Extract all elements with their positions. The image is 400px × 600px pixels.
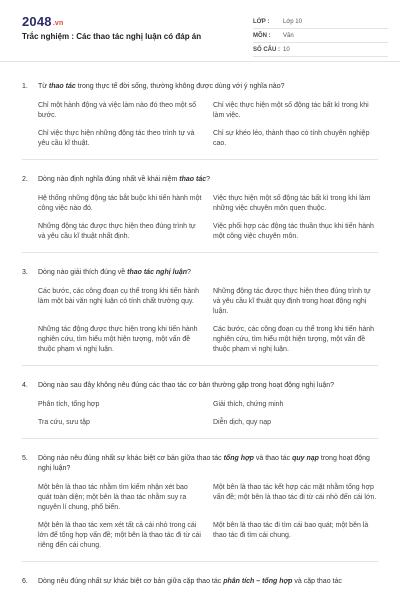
answer-option[interactable]: Các bước, các công đoạn cụ thể trong khi tiến hành nghiên cứu, tìm hiểu một hiện tượng, một vấn đề thuộc phạm vi nghị luận. [213,326,375,353]
answer-option[interactable]: Một bên là thao tác đi tìm cái bao quát; một bên là thao tác đi tìm cái chung. [213,522,369,539]
question-4: 4. Dòng nào sau đây không nêu đúng các thao tác cơ bản thường gặp trong hoạt động nghị luận? Phân tích, tổng hợp Giải thích, chứng minh Tra cứu, sưu tập Diễn dịch, quy nạp [22,376,378,439]
question-5: 5. Dòng nào nêu đúng nhất sự khác biệt cơ bản giữa thao tác tổng hợp và thao tác quy nạp trong hoạt động nghị luận? Một bên là thao tác nhằm tìm kiếm nhận xét bao quát toàn diện; một bên là thao tác nhằm suy ra nguyên lí chung, phổ biến. Một bên là thao tác kết hợp các mặt nhằm tổng hợp vấn đề; một bên là thao tác đi từ cái nhỏ đến cái lớn. Một bên là thao tác xem xét tất cả cái nhỏ trong cái lớn để tổng hợp vấn đề; một bên là thao tác đi từ cái riêng đến cái chung. Một bên là thao tác đi tìm cái bao quát; một bên là thao tác đi tìm cái chung. [22,449,378,562]
answer-option[interactable]: Tra cứu, sưu tập [38,419,90,426]
question-3: 3. Dòng nào giải thích đúng về thao tác nghị luận? Các bước, các công đoạn cụ thể trong khi tiến hành làm một bài văn nghị luận có tính chất trường quy. Những động tác được thực hiện theo đúng trình tự và yêu cầu kĩ thuật quy định trong hoạt động nghị luận. Những tác động được thực hiện trong khi tiến hành nghiên cứu, tìm hiểu một hiện tượng, một vấn đề thuộc phạm vi nghị luận. Các bước, các công đoạn cụ thể trong khi tiến hành nghiên cứu, tìm hiểu một hiện tượng, một vấn đề thuộc phạm vi nghị luận. [22,263,378,366]
question-text: Dòng nào nêu đúng nhất sự khác biệt cơ bản giữa thao tác tổng hợp và thao tác quy nạp trong hoạt động nghị luận? [38,455,370,472]
answer-option[interactable]: Các bước, các công đoạn cụ thể trong khi tiến hành làm một bài văn nghị luận có tính chất trường quy. [38,288,200,305]
answer-option[interactable]: Việc thực hiện một số động tác bất kì trong khi làm những việc chuyên môn quen thuộc. [213,195,371,212]
page-header [0,0,400,62]
site-logo[interactable]: 2048.vn [22,14,64,29]
answer-option[interactable]: Những động tác được thực hiện theo đúng trình tự và yêu cầu kĩ thuật nhất định. [38,223,196,240]
question-text: Từ thao tác trong thực tế đời sống, thường không được dùng với ý nghĩa nào? [38,83,285,90]
answer-option[interactable]: Chỉ một hành động và việc làm nào đó theo một số bước. [38,102,196,119]
answer-option[interactable]: Diễn dịch, quy nạp [213,419,271,426]
answer-option[interactable]: Giải thích, chứng minh [213,401,284,408]
answer-option[interactable]: Một bên là thao tác nhằm tìm kiếm nhận xét bao quát toàn diện; một bên là thao tác nhằm suy ra nguyên lí chung, phổ biến. [38,484,188,511]
answer-option[interactable]: Những tác động được thực hiện trong khi tiến hành nghiên cứu, tìm hiểu một hiện tượng, một vấn đề thuộc phạm vi nghị luận. [38,326,198,353]
quiz-meta [253,15,388,57]
question-6: 6. Dòng nêu đúng nhất sự khác biệt cơ bản giữa cặp thao tác phân tích – tổng hợp và cặp thao tác [22,572,378,597]
meta-question-count: SỐ CÂU : 10 [253,43,388,57]
answer-option[interactable]: Chỉ việc thực hiện những động tác theo trình tự và yêu cầu kĩ thuật. [38,130,195,147]
meta-subject: MÔN : Văn [253,29,388,43]
question-text: Dòng nào sau đây không nêu đúng các thao tác cơ bản thường gặp trong hoạt động nghị luận? [38,382,335,389]
question-text: Dòng nêu đúng nhất sự khác biệt cơ bản giữa cặp thao tác phân tích – tổng hợp và cặp thao tác [38,578,342,585]
meta-grade: LỚP : Lớp 10 [253,15,388,29]
question-2: 2. Dòng nào định nghĩa đúng nhất về khái niệm thao tác? Hệ thống những động tác bắt buộc khi tiến hành một công việc nào đó. Việc thực hiện một số động tác bất kì trong khi làm những việc chuyên môn quen thuộc. Những động tác được thực hiện theo đúng trình tự và yêu cầu kĩ thuật nhất định. Việc phối hợp các động tác thuần thục khi tiến hành một công việc chuyên môn. [22,170,378,253]
question-text: Dòng nào giải thích đúng về thao tác nghị luận? [38,269,191,276]
answer-option[interactable]: Chỉ sự khéo léo, thành thạo có tính chuyên nghiệp cao. [213,130,370,147]
question-list [0,77,400,600]
question-text: Dòng nào định nghĩa đúng nhất về khái niệm thao tác? [38,176,211,183]
answer-option[interactable]: Việc phối hợp các động tác thuần thục khi tiến hành một công việc chuyên môn. [213,223,374,240]
answer-option[interactable]: Chỉ việc thực hiện một số động tác bất kì trong khi làm việc. [213,102,369,119]
answer-option[interactable]: Một bên là thao tác xem xét tất cả cái nhỏ trong cái lớn để tổng hợp vấn đề; một bên là thao tác đi từ cái riêng đến cái chung. [38,522,201,549]
answer-option[interactable]: Phân tích, tổng hợp [38,401,100,408]
question-1: 1. Từ thao tác trong thực tế đời sống, thường không được dùng với ý nghĩa nào? Chỉ một hành động và việc làm nào đó theo một số bước. Chỉ việc thực hiện một số động tác bất kì trong khi làm việc. Chỉ việc thực hiện những động tác theo trình tự và yêu cầu kĩ thuật. Chỉ sự khéo léo, thành thạo có tính chuyên nghiệp cao. [22,77,378,160]
page-title: Trắc nghiệm : Các thao tác nghị luận có đáp án [22,32,202,41]
answer-option[interactable]: Những động tác được thực hiện theo đúng trình tự và yêu cầu kĩ thuật quy định trong hoạt động nghị luận. [213,288,371,315]
answer-option[interactable]: Một bên là thao tác kết hợp các mặt nhằm tổng hợp vấn đề; một bên là thao tác đi từ cái nhỏ đến cái lớn. [213,484,377,501]
answer-option[interactable]: Hệ thống những động tác bắt buộc khi tiến hành một công việc nào đó. [38,195,202,212]
